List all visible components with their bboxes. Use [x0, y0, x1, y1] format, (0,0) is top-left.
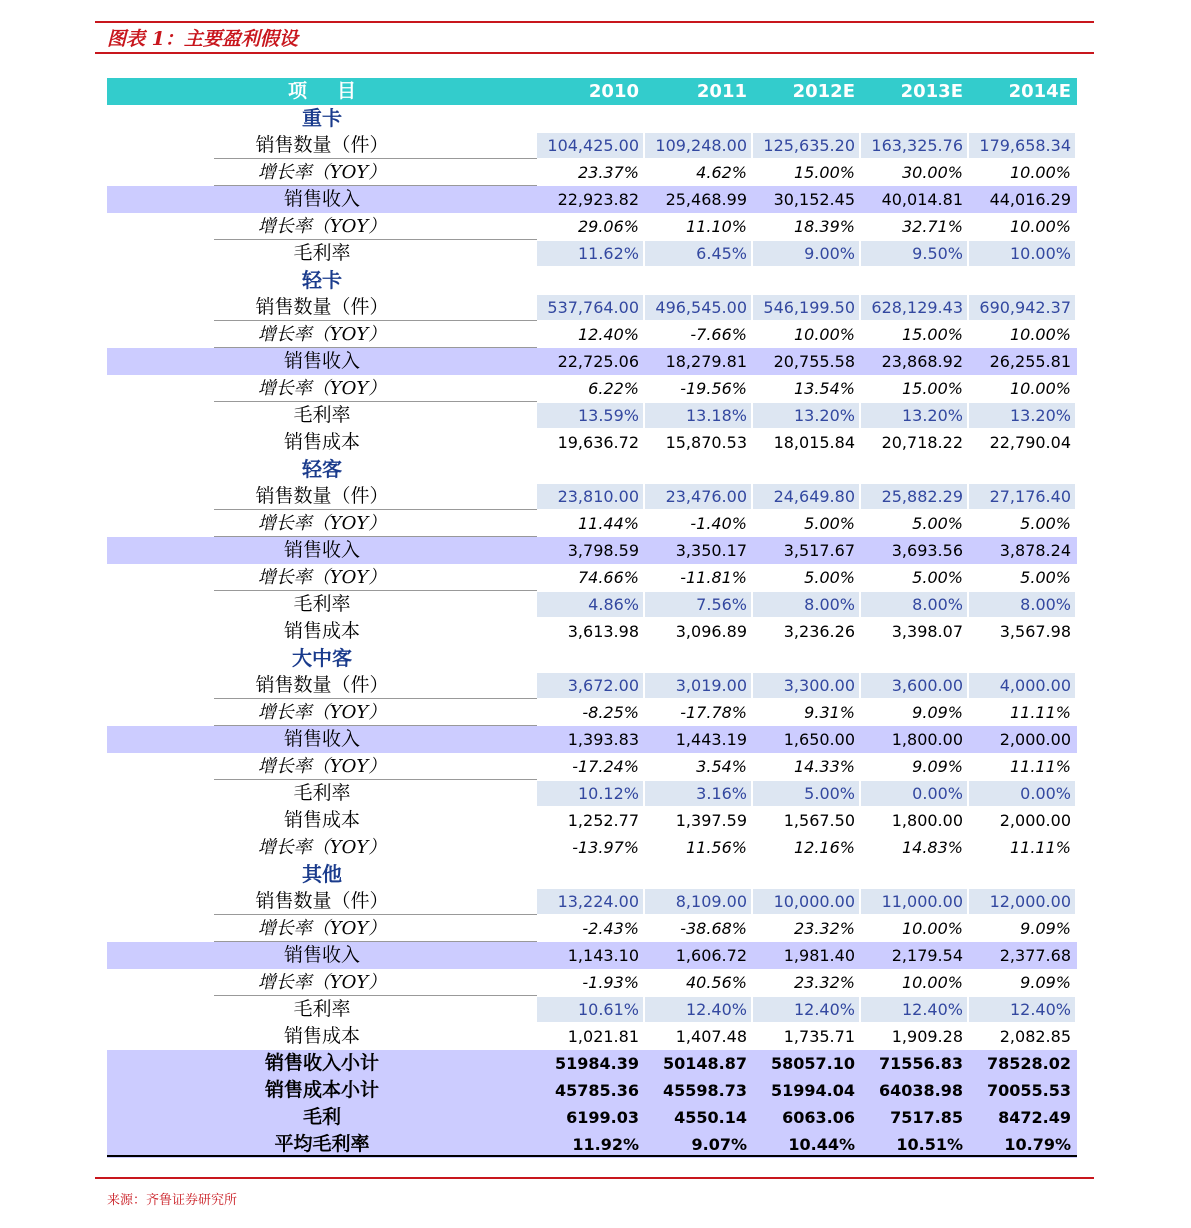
- value-cell: 2,000.00: [999, 730, 1071, 749]
- table-row: [107, 375, 1077, 402]
- value-cell: 3,567.98: [999, 622, 1071, 641]
- value-cell: 3,878.24: [999, 541, 1071, 560]
- value-cell: 10.00%: [1009, 217, 1071, 236]
- value-cell: 4.86%: [537, 592, 643, 617]
- value-cell: 1,800.00: [891, 730, 963, 749]
- value-cell: 13.54%: [793, 379, 855, 398]
- row-label: 增长率（YOY）: [257, 918, 387, 939]
- table-row: [107, 213, 1077, 240]
- table-row: [107, 132, 1077, 159]
- value-cell: 78528.02: [986, 1054, 1071, 1073]
- value-cell: 29.06%: [577, 217, 639, 236]
- value-cell: 15,870.53: [665, 433, 747, 452]
- value-cell: 6063.06: [782, 1108, 855, 1127]
- value-cell: 15.00%: [793, 163, 855, 182]
- value-cell: 179,658.34: [969, 133, 1075, 158]
- value-cell: 1,606.72: [675, 946, 747, 965]
- table-row: [107, 996, 1077, 1023]
- value-cell: 3,613.98: [567, 622, 639, 641]
- value-cell: 9.09%: [912, 757, 963, 776]
- row-label: 销售成本: [283, 620, 360, 642]
- value-cell: 6.45%: [645, 241, 751, 266]
- value-cell: 26,255.81: [989, 352, 1071, 371]
- value-cell: 1,021.81: [567, 1027, 639, 1046]
- row-label: 销售收入: [283, 350, 360, 372]
- table-row: [107, 402, 1077, 429]
- value-cell: 11.10%: [685, 217, 747, 236]
- footer-rule: [95, 1177, 1094, 1179]
- value-cell: 51994.04: [770, 1081, 855, 1100]
- value-cell: 23.32%: [793, 919, 855, 938]
- value-cell: 0.00%: [861, 781, 967, 806]
- row-label: 增长率（YOY）: [257, 702, 387, 723]
- value-cell: -11.81%: [680, 568, 747, 587]
- table-row: [107, 942, 1077, 969]
- header-year: 2012E: [792, 81, 855, 102]
- row-label: 平均毛利率: [274, 1133, 370, 1155]
- table-row: [107, 294, 1077, 321]
- table-row: [107, 1023, 1077, 1050]
- value-cell: 3,096.89: [675, 622, 747, 641]
- value-cell: 12,000.00: [969, 889, 1075, 914]
- value-cell: 3,300.00: [753, 673, 859, 698]
- value-cell: 5.00%: [753, 781, 859, 806]
- value-cell: 3,600.00: [861, 673, 967, 698]
- value-cell: 44,016.29: [989, 190, 1071, 209]
- value-cell: 104,425.00: [537, 133, 643, 158]
- assumptions-table: [107, 78, 1077, 1158]
- value-cell: 12.40%: [577, 325, 639, 344]
- value-cell: 8472.49: [998, 1108, 1071, 1127]
- table-row: [107, 564, 1077, 591]
- total-row: [107, 1104, 1077, 1131]
- value-cell: 10.00%: [1009, 325, 1071, 344]
- category-row: [107, 645, 1077, 672]
- value-cell: 3,672.00: [537, 673, 643, 698]
- row-label: 销售数量（件）: [255, 890, 389, 912]
- value-cell: -1.40%: [690, 514, 747, 533]
- value-cell: 22,790.04: [989, 433, 1071, 452]
- value-cell: 11.11%: [1009, 757, 1071, 776]
- row-label: 销售成本: [283, 809, 360, 831]
- value-cell: 51984.39: [554, 1054, 639, 1073]
- value-cell: 1,393.83: [567, 730, 639, 749]
- value-cell: 1,567.50: [783, 811, 855, 830]
- value-cell: 537,764.00: [537, 295, 643, 320]
- total-row: [107, 1131, 1077, 1158]
- total-row: [107, 1077, 1077, 1104]
- value-cell: 125,635.20: [753, 133, 859, 158]
- header-year: 2010: [588, 81, 639, 102]
- value-cell: 19,636.72: [557, 433, 639, 452]
- value-cell: 20,755.58: [773, 352, 855, 371]
- table-row: [107, 321, 1077, 348]
- value-cell: -19.56%: [680, 379, 747, 398]
- value-cell: -17.24%: [572, 757, 639, 776]
- value-cell: 12.16%: [793, 838, 855, 857]
- row-label: 销售收入: [283, 539, 360, 561]
- table-row: [107, 240, 1077, 267]
- value-cell: 27,176.40: [969, 484, 1075, 509]
- value-cell: 1,143.10: [567, 946, 639, 965]
- value-cell: 163,325.76: [861, 133, 967, 158]
- row-label: 增长率（YOY）: [257, 567, 387, 588]
- value-cell: 3,236.26: [783, 622, 855, 641]
- category-label: 轻客: [302, 457, 342, 481]
- table-row: [107, 618, 1077, 645]
- value-cell: 5.00%: [804, 514, 855, 533]
- table-row: [107, 537, 1077, 564]
- value-cell: 24,649.80: [753, 484, 859, 509]
- value-cell: 9.00%: [753, 241, 859, 266]
- row-label: 增长率（YOY）: [257, 972, 387, 993]
- value-cell: 5.00%: [912, 568, 963, 587]
- value-cell: 2,000.00: [999, 811, 1071, 830]
- value-cell: 11.62%: [537, 241, 643, 266]
- row-label: 毛利率: [293, 242, 351, 264]
- value-cell: 15.00%: [901, 379, 963, 398]
- value-cell: 32.71%: [901, 217, 963, 236]
- value-cell: 13.20%: [753, 403, 859, 428]
- value-cell: 10.44%: [788, 1135, 855, 1154]
- value-cell: 45785.36: [554, 1081, 639, 1100]
- value-cell: 10.00%: [793, 325, 855, 344]
- value-cell: 12.40%: [753, 997, 859, 1022]
- value-cell: 20,718.22: [881, 433, 963, 452]
- row-label: 毛利率: [293, 998, 351, 1020]
- value-cell: 11.92%: [572, 1135, 639, 1154]
- row-label: 增长率（YOY）: [257, 378, 387, 399]
- figure-title: 图表 1：主要盈利假设: [107, 28, 298, 50]
- table-row: [107, 186, 1077, 213]
- value-cell: 4.62%: [696, 163, 747, 182]
- value-cell: -8.25%: [582, 703, 639, 722]
- row-label: 毛利率: [293, 404, 351, 426]
- value-cell: 14.83%: [901, 838, 963, 857]
- value-cell: 11.56%: [685, 838, 747, 857]
- value-cell: 2,377.68: [999, 946, 1071, 965]
- table-row: [107, 726, 1077, 753]
- row-label: 销售收入: [283, 728, 360, 750]
- value-cell: 30.00%: [901, 163, 963, 182]
- value-cell: 22,725.06: [557, 352, 639, 371]
- value-cell: 10.79%: [1004, 1135, 1071, 1154]
- value-cell: 12.40%: [969, 997, 1075, 1022]
- table-row: [107, 753, 1077, 780]
- table-row: [107, 159, 1077, 186]
- value-cell: 58057.10: [770, 1054, 855, 1073]
- header-year: 2014E: [1008, 81, 1071, 102]
- value-cell: 10.61%: [537, 997, 643, 1022]
- value-cell: 11.11%: [1009, 703, 1071, 722]
- value-cell: -7.66%: [690, 325, 747, 344]
- row-label: 增长率（YOY）: [257, 837, 387, 858]
- value-cell: 23,868.92: [881, 352, 963, 371]
- value-cell: 50148.87: [662, 1054, 747, 1073]
- value-cell: 5.00%: [1020, 568, 1071, 587]
- table-row: [107, 483, 1077, 510]
- table-row: [107, 888, 1077, 915]
- value-cell: 8.00%: [753, 592, 859, 617]
- value-cell: 9.50%: [861, 241, 967, 266]
- value-cell: 18,279.81: [665, 352, 747, 371]
- value-cell: 7.56%: [645, 592, 751, 617]
- value-cell: 8.00%: [969, 592, 1075, 617]
- value-cell: 6.22%: [588, 379, 639, 398]
- value-cell: 10.00%: [901, 919, 963, 938]
- value-cell: 109,248.00: [645, 133, 751, 158]
- value-cell: 1,443.19: [675, 730, 747, 749]
- value-cell: 1,650.00: [783, 730, 855, 749]
- value-cell: 12.40%: [861, 997, 967, 1022]
- value-cell: 10.51%: [896, 1135, 963, 1154]
- value-cell: 0.00%: [969, 781, 1075, 806]
- value-cell: 11.11%: [1009, 838, 1071, 857]
- value-cell: 40.56%: [685, 973, 747, 992]
- value-cell: 1,397.59: [675, 811, 747, 830]
- value-cell: 13.18%: [645, 403, 751, 428]
- value-cell: 23.32%: [793, 973, 855, 992]
- row-label: 销售收入: [283, 188, 360, 210]
- value-cell: 11,000.00: [861, 889, 967, 914]
- value-cell: 22,923.82: [557, 190, 639, 209]
- value-cell: 45598.73: [662, 1081, 747, 1100]
- category-label: 大中客: [292, 646, 352, 670]
- row-label: 销售数量（件）: [255, 296, 389, 318]
- row-label: 毛利: [302, 1106, 341, 1128]
- value-cell: 5.00%: [912, 514, 963, 533]
- value-cell: 14.33%: [793, 757, 855, 776]
- value-cell: 10.00%: [969, 241, 1075, 266]
- table-header: [107, 78, 1077, 105]
- category-row: [107, 456, 1077, 483]
- value-cell: 1,800.00: [891, 811, 963, 830]
- value-cell: 10.00%: [1009, 379, 1071, 398]
- value-cell: 9.07%: [691, 1135, 747, 1154]
- value-cell: -13.97%: [572, 838, 639, 857]
- value-cell: 9.09%: [1020, 973, 1071, 992]
- row-label: 销售收入: [283, 944, 360, 966]
- value-cell: 3,798.59: [567, 541, 639, 560]
- row-label: 销售成本小计: [264, 1079, 379, 1101]
- value-cell: 25,882.29: [861, 484, 967, 509]
- value-cell: 1,407.48: [675, 1027, 747, 1046]
- value-cell: 2,179.54: [891, 946, 963, 965]
- value-cell: 18,015.84: [773, 433, 855, 452]
- value-cell: 496,545.00: [645, 295, 751, 320]
- row-label: 毛利率: [293, 782, 351, 804]
- row-label: 增长率（YOY）: [257, 162, 387, 183]
- value-cell: 12.40%: [645, 997, 751, 1022]
- value-cell: 5.00%: [1020, 514, 1071, 533]
- header-year: 2013E: [900, 81, 963, 102]
- value-cell: 1,252.77: [567, 811, 639, 830]
- value-cell: 10,000.00: [753, 889, 859, 914]
- value-cell: 5.00%: [804, 568, 855, 587]
- category-row: [107, 861, 1077, 888]
- header-year: 2011: [696, 81, 747, 102]
- row-label: 销售数量（件）: [255, 674, 389, 696]
- value-cell: 4550.14: [674, 1108, 747, 1127]
- table-body: [107, 105, 1077, 1158]
- value-cell: 13.20%: [969, 403, 1075, 428]
- category-label: 其他: [302, 862, 342, 886]
- row-label: 销售成本: [283, 431, 360, 453]
- value-cell: 3.16%: [645, 781, 751, 806]
- value-cell: 4,000.00: [969, 673, 1075, 698]
- value-cell: 10.00%: [901, 973, 963, 992]
- value-cell: 18.39%: [793, 217, 855, 236]
- value-cell: 8.00%: [861, 592, 967, 617]
- table-row: [107, 807, 1077, 834]
- header-label: 项目: [287, 80, 386, 102]
- value-cell: 13,224.00: [537, 889, 643, 914]
- value-cell: 9.09%: [1020, 919, 1071, 938]
- value-cell: 1,735.71: [783, 1027, 855, 1046]
- row-label: 增长率（YOY）: [257, 756, 387, 777]
- value-cell: 3.54%: [696, 757, 747, 776]
- value-cell: 3,693.56: [891, 541, 963, 560]
- value-cell: -17.78%: [680, 703, 747, 722]
- row-label: 销售数量（件）: [255, 134, 389, 156]
- value-cell: 6199.03: [566, 1108, 639, 1127]
- value-cell: 74.66%: [577, 568, 639, 587]
- value-cell: 23,476.00: [645, 484, 751, 509]
- category-row: [107, 105, 1077, 132]
- value-cell: 64038.98: [878, 1081, 963, 1100]
- row-label: 毛利率: [293, 593, 351, 615]
- value-cell: 3,398.07: [891, 622, 963, 641]
- value-cell: 9.09%: [912, 703, 963, 722]
- value-cell: 9.31%: [804, 703, 855, 722]
- total-row: [107, 1050, 1077, 1077]
- title-bottom-rule: [95, 52, 1094, 54]
- table-row: [107, 591, 1077, 618]
- value-cell: 3,517.67: [783, 541, 855, 560]
- category-label: 轻卡: [302, 268, 342, 292]
- row-label: 销售成本: [283, 1025, 360, 1047]
- value-cell: 40,014.81: [881, 190, 963, 209]
- value-cell: 23.37%: [577, 163, 639, 182]
- value-cell: 8,109.00: [645, 889, 751, 914]
- title-top-rule: [95, 21, 1094, 23]
- table-row: [107, 348, 1077, 375]
- value-cell: 690,942.37: [969, 295, 1075, 320]
- row-label: 增长率（YOY）: [257, 216, 387, 237]
- table-row: [107, 915, 1077, 942]
- value-cell: 71556.83: [878, 1054, 963, 1073]
- table-row: [107, 969, 1077, 996]
- table-row: [107, 699, 1077, 726]
- value-cell: -38.68%: [680, 919, 747, 938]
- value-cell: 1,909.28: [891, 1027, 963, 1046]
- table-row: [107, 780, 1077, 807]
- value-cell: 23,810.00: [537, 484, 643, 509]
- value-cell: 11.44%: [577, 514, 639, 533]
- value-cell: 30,152.45: [773, 190, 855, 209]
- table-row: [107, 429, 1077, 456]
- table-row: [107, 672, 1077, 699]
- value-cell: 15.00%: [901, 325, 963, 344]
- value-cell: 25,468.99: [665, 190, 747, 209]
- table-row: [107, 510, 1077, 537]
- category-label: 重卡: [302, 106, 342, 130]
- value-cell: 1,981.40: [783, 946, 855, 965]
- value-cell: 70055.53: [986, 1081, 1071, 1100]
- category-row: [107, 267, 1077, 294]
- row-label: 增长率（YOY）: [257, 324, 387, 345]
- table-row: [107, 834, 1077, 861]
- value-cell: 3,350.17: [675, 541, 747, 560]
- row-label: 销售数量（件）: [255, 485, 389, 507]
- value-cell: 7517.85: [890, 1108, 963, 1127]
- row-label: 销售收入小计: [264, 1052, 379, 1074]
- value-cell: 13.20%: [861, 403, 967, 428]
- value-cell: 628,129.43: [861, 295, 967, 320]
- value-cell: -1.93%: [582, 973, 639, 992]
- table-bottom-rule: [107, 1155, 1077, 1157]
- value-cell: -2.43%: [582, 919, 639, 938]
- value-cell: 10.00%: [1009, 163, 1071, 182]
- value-cell: 2,082.85: [999, 1027, 1071, 1046]
- value-cell: 10.12%: [537, 781, 643, 806]
- value-cell: 3,019.00: [645, 673, 751, 698]
- row-label: 增长率（YOY）: [257, 513, 387, 534]
- source-note: 来源：齐鲁证券研究所: [107, 1193, 238, 1208]
- value-cell: 546,199.50: [753, 295, 859, 320]
- value-cell: 13.59%: [537, 403, 643, 428]
